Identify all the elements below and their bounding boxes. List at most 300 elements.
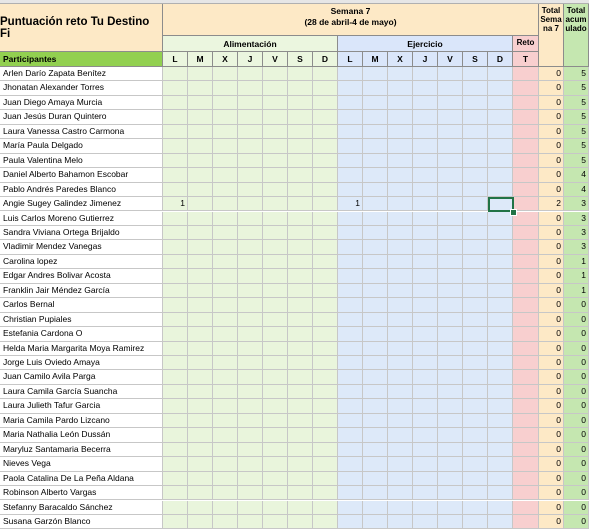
ejercicio-cell[interactable] [438, 255, 463, 269]
ejercicio-cell[interactable] [363, 457, 388, 471]
alimentacion-cell[interactable] [288, 139, 313, 153]
ejercicio-cell[interactable] [388, 212, 413, 226]
alimentacion-cell[interactable] [288, 125, 313, 139]
total-acumulado-cell[interactable]: 0 [564, 399, 589, 413]
alimentacion-cell[interactable] [213, 327, 238, 341]
ejercicio-cell[interactable] [413, 298, 438, 312]
ejercicio-cell[interactable] [388, 125, 413, 139]
total-acumulado-cell[interactable]: 4 [564, 168, 589, 182]
reto-cell[interactable] [513, 313, 539, 327]
reto-cell[interactable] [513, 96, 539, 110]
reto-cell[interactable] [513, 457, 539, 471]
ejercicio-cell[interactable] [363, 370, 388, 384]
group-header-ejercicio[interactable]: Ejercicio [338, 36, 513, 52]
alimentacion-cell[interactable] [288, 327, 313, 341]
ejercicio-cell[interactable] [413, 81, 438, 95]
participant-name-cell[interactable]: Luis Carlos Moreno Gutierrez [0, 212, 163, 226]
ejercicio-cell[interactable] [388, 501, 413, 515]
participant-name-cell[interactable]: Stefanny Baracaldo Sánchez [0, 501, 163, 515]
alimentacion-cell[interactable] [263, 313, 288, 327]
total-semana-cell[interactable]: 0 [539, 457, 564, 471]
alimentacion-cell[interactable] [188, 255, 213, 269]
reto-cell[interactable] [513, 356, 539, 370]
total-semana-cell[interactable]: 0 [539, 255, 564, 269]
alimentacion-cell[interactable] [213, 197, 238, 211]
reto-cell[interactable] [513, 240, 539, 254]
ejercicio-cell[interactable] [438, 399, 463, 413]
ejercicio-cell[interactable] [488, 399, 513, 413]
reto-cell[interactable] [513, 385, 539, 399]
ejercicio-cell[interactable] [463, 385, 488, 399]
ejercicio-cell[interactable] [438, 154, 463, 168]
alimentacion-cell[interactable] [263, 269, 288, 283]
alimentacion-cell[interactable] [213, 67, 238, 81]
total-semana-cell[interactable]: 0 [539, 284, 564, 298]
alimentacion-cell[interactable] [263, 212, 288, 226]
alimentacion-cell[interactable] [163, 298, 188, 312]
alimentacion-cell[interactable] [188, 414, 213, 428]
ejercicio-cell[interactable] [338, 212, 363, 226]
ejercicio-cell[interactable] [388, 342, 413, 356]
total-acumulado-cell[interactable]: 1 [564, 255, 589, 269]
ejercicio-cell[interactable] [488, 313, 513, 327]
ejercicio-cell[interactable] [338, 269, 363, 283]
reto-cell[interactable] [513, 298, 539, 312]
total-semana-cell[interactable]: 0 [539, 212, 564, 226]
reto-cell[interactable] [513, 226, 539, 240]
day-header-alimentacion[interactable]: X [213, 52, 238, 67]
ejercicio-cell[interactable] [338, 255, 363, 269]
alimentacion-cell[interactable] [188, 154, 213, 168]
ejercicio-cell[interactable] [363, 197, 388, 211]
ejercicio-cell[interactable] [388, 472, 413, 486]
ejercicio-cell[interactable] [338, 370, 363, 384]
total-semana-cell[interactable]: 0 [539, 486, 564, 500]
total-semana-cell[interactable]: 0 [539, 226, 564, 240]
ejercicio-cell[interactable] [488, 443, 513, 457]
alimentacion-cell[interactable] [313, 96, 338, 110]
ejercicio-cell[interactable] [338, 428, 363, 442]
ejercicio-cell[interactable] [413, 125, 438, 139]
alimentacion-cell[interactable] [163, 356, 188, 370]
ejercicio-cell[interactable] [388, 399, 413, 413]
ejercicio-cell[interactable] [438, 197, 463, 211]
ejercicio-cell[interactable] [338, 327, 363, 341]
ejercicio-cell[interactable] [338, 139, 363, 153]
alimentacion-cell[interactable] [263, 125, 288, 139]
ejercicio-cell[interactable] [463, 486, 488, 500]
total-semana-cell[interactable]: 0 [539, 356, 564, 370]
participant-name-cell[interactable]: Maria Nathalia León Dussán [0, 428, 163, 442]
ejercicio-cell[interactable] [363, 501, 388, 515]
ejercicio-cell[interactable] [363, 81, 388, 95]
ejercicio-cell[interactable] [488, 240, 513, 254]
alimentacion-cell[interactable] [263, 399, 288, 413]
alimentacion-cell[interactable] [263, 110, 288, 124]
ejercicio-cell[interactable]: 1 [338, 197, 363, 211]
ejercicio-cell[interactable] [338, 356, 363, 370]
ejercicio-cell[interactable] [363, 96, 388, 110]
total-acumulado-cell[interactable]: 0 [564, 501, 589, 515]
reto-cell[interactable] [513, 486, 539, 500]
ejercicio-cell[interactable] [363, 342, 388, 356]
ejercicio-cell[interactable] [388, 313, 413, 327]
ejercicio-cell[interactable] [463, 255, 488, 269]
ejercicio-cell[interactable] [388, 139, 413, 153]
alimentacion-cell[interactable] [238, 81, 263, 95]
ejercicio-cell[interactable] [463, 298, 488, 312]
ejercicio-cell[interactable] [463, 197, 488, 211]
ejercicio-cell[interactable] [463, 342, 488, 356]
ejercicio-cell[interactable] [488, 96, 513, 110]
ejercicio-cell[interactable] [438, 457, 463, 471]
ejercicio-cell[interactable] [463, 443, 488, 457]
alimentacion-cell[interactable] [238, 269, 263, 283]
day-header-reto[interactable]: T [513, 52, 539, 67]
alimentacion-cell[interactable] [213, 183, 238, 197]
total-acumulado-cell[interactable]: 5 [564, 67, 589, 81]
ejercicio-cell[interactable] [463, 139, 488, 153]
alimentacion-cell[interactable] [188, 313, 213, 327]
alimentacion-cell[interactable] [238, 399, 263, 413]
ejercicio-cell[interactable] [488, 139, 513, 153]
ejercicio-cell[interactable] [438, 110, 463, 124]
alimentacion-cell[interactable] [263, 240, 288, 254]
participant-name-cell[interactable]: Juan Camilo Avila Parga [0, 370, 163, 384]
total-acumulado-cell[interactable]: 4 [564, 183, 589, 197]
alimentacion-cell[interactable] [163, 284, 188, 298]
alimentacion-cell[interactable] [313, 356, 338, 370]
total-semana-cell[interactable]: 2 [539, 197, 564, 211]
ejercicio-cell[interactable] [338, 515, 363, 529]
ejercicio-cell[interactable] [388, 67, 413, 81]
day-header-ejercicio[interactable]: D [488, 52, 513, 67]
day-header-alimentacion[interactable]: D [313, 52, 338, 67]
alimentacion-cell[interactable] [188, 197, 213, 211]
alimentacion-cell[interactable] [163, 139, 188, 153]
ejercicio-cell[interactable] [363, 269, 388, 283]
ejercicio-cell[interactable] [338, 96, 363, 110]
ejercicio-cell[interactable] [488, 327, 513, 341]
alimentacion-cell[interactable] [188, 183, 213, 197]
alimentacion-cell[interactable] [238, 67, 263, 81]
total-acumulado-cell[interactable]: 5 [564, 110, 589, 124]
total-acumulado-cell[interactable]: 3 [564, 212, 589, 226]
alimentacion-cell[interactable] [313, 197, 338, 211]
alimentacion-cell[interactable] [213, 370, 238, 384]
total-acumulado-cell[interactable]: 0 [564, 313, 589, 327]
total-semana-cell[interactable]: 0 [539, 399, 564, 413]
ejercicio-cell[interactable] [488, 414, 513, 428]
alimentacion-cell[interactable] [213, 110, 238, 124]
alimentacion-cell[interactable] [238, 96, 263, 110]
ejercicio-cell[interactable] [388, 168, 413, 182]
ejercicio-cell[interactable] [388, 356, 413, 370]
ejercicio-cell[interactable] [438, 96, 463, 110]
alimentacion-cell[interactable] [263, 183, 288, 197]
alimentacion-cell[interactable] [163, 81, 188, 95]
participant-name-cell[interactable]: Paula Valentina Melo [0, 154, 163, 168]
ejercicio-cell[interactable] [363, 298, 388, 312]
ejercicio-cell[interactable] [463, 154, 488, 168]
ejercicio-cell[interactable] [363, 414, 388, 428]
alimentacion-cell[interactable] [163, 269, 188, 283]
day-header-alimentacion[interactable]: M [188, 52, 213, 67]
ejercicio-cell[interactable] [413, 457, 438, 471]
ejercicio-cell[interactable] [488, 342, 513, 356]
alimentacion-cell[interactable] [238, 139, 263, 153]
ejercicio-cell[interactable] [488, 110, 513, 124]
ejercicio-cell[interactable] [463, 414, 488, 428]
alimentacion-cell[interactable] [313, 428, 338, 442]
ejercicio-cell[interactable] [413, 472, 438, 486]
alimentacion-cell[interactable] [238, 183, 263, 197]
alimentacion-cell[interactable] [188, 67, 213, 81]
ejercicio-cell[interactable] [463, 515, 488, 529]
alimentacion-cell[interactable] [238, 168, 263, 182]
alimentacion-cell[interactable] [213, 515, 238, 529]
total-acumulado-cell[interactable]: 5 [564, 154, 589, 168]
ejercicio-cell[interactable] [363, 139, 388, 153]
alimentacion-cell[interactable] [238, 486, 263, 500]
alimentacion-cell[interactable] [263, 486, 288, 500]
ejercicio-cell[interactable] [438, 327, 463, 341]
alimentacion-cell[interactable] [163, 313, 188, 327]
alimentacion-cell[interactable] [213, 212, 238, 226]
alimentacion-cell[interactable] [213, 284, 238, 298]
ejercicio-cell[interactable] [363, 110, 388, 124]
ejercicio-cell[interactable] [413, 154, 438, 168]
alimentacion-cell[interactable] [238, 240, 263, 254]
total-semana-cell[interactable]: 0 [539, 501, 564, 515]
total-semana-cell[interactable]: 0 [539, 313, 564, 327]
ejercicio-cell[interactable] [463, 501, 488, 515]
ejercicio-cell[interactable] [438, 443, 463, 457]
reto-cell[interactable] [513, 269, 539, 283]
ejercicio-cell[interactable] [463, 399, 488, 413]
alimentacion-cell[interactable] [288, 96, 313, 110]
alimentacion-cell[interactable] [263, 385, 288, 399]
participant-name-cell[interactable]: Laura Julieth Tafur Garcia [0, 399, 163, 413]
ejercicio-cell[interactable] [413, 313, 438, 327]
alimentacion-cell[interactable] [313, 255, 338, 269]
alimentacion-cell[interactable] [213, 501, 238, 515]
ejercicio-cell[interactable] [413, 428, 438, 442]
ejercicio-cell[interactable] [363, 154, 388, 168]
alimentacion-cell[interactable] [263, 342, 288, 356]
ejercicio-cell[interactable] [413, 240, 438, 254]
ejercicio-cell[interactable] [363, 313, 388, 327]
ejercicio-cell[interactable] [363, 67, 388, 81]
day-header-ejercicio[interactable]: X [388, 52, 413, 67]
ejercicio-cell[interactable] [363, 168, 388, 182]
ejercicio-cell[interactable] [413, 385, 438, 399]
alimentacion-cell[interactable] [288, 240, 313, 254]
alimentacion-cell[interactable] [188, 443, 213, 457]
alimentacion-cell[interactable] [188, 342, 213, 356]
alimentacion-cell[interactable] [188, 370, 213, 384]
reto-cell[interactable] [513, 168, 539, 182]
alimentacion-cell[interactable] [288, 515, 313, 529]
participant-name-cell[interactable]: Pablo Andrés Paredes Blanco [0, 183, 163, 197]
alimentacion-cell[interactable] [238, 327, 263, 341]
total-acumulado-cell[interactable]: 1 [564, 269, 589, 283]
ejercicio-cell[interactable] [488, 385, 513, 399]
total-acumulado-cell[interactable]: 3 [564, 226, 589, 240]
alimentacion-cell[interactable] [213, 81, 238, 95]
alimentacion-cell[interactable] [213, 313, 238, 327]
alimentacion-cell[interactable] [263, 472, 288, 486]
alimentacion-cell[interactable] [263, 154, 288, 168]
participant-name-cell[interactable]: Maryluz Santamaria Becerra [0, 443, 163, 457]
group-header-alimentacion[interactable]: Alimentación [163, 36, 338, 52]
ejercicio-cell[interactable] [338, 472, 363, 486]
alimentacion-cell[interactable] [238, 226, 263, 240]
ejercicio-cell[interactable] [388, 226, 413, 240]
week-header-cell[interactable] [163, 4, 539, 36]
ejercicio-cell[interactable] [413, 183, 438, 197]
alimentacion-cell[interactable] [238, 125, 263, 139]
ejercicio-cell[interactable] [413, 370, 438, 384]
ejercicio-cell[interactable] [438, 226, 463, 240]
ejercicio-cell[interactable] [438, 125, 463, 139]
total-semana-cell[interactable]: 0 [539, 125, 564, 139]
alimentacion-cell[interactable] [213, 486, 238, 500]
total-semana-cell[interactable]: 0 [539, 154, 564, 168]
ejercicio-cell[interactable] [338, 385, 363, 399]
day-header-alimentacion[interactable]: S [288, 52, 313, 67]
day-header-alimentacion[interactable]: V [263, 52, 288, 67]
alimentacion-cell[interactable] [188, 110, 213, 124]
alimentacion-cell[interactable] [213, 96, 238, 110]
total-acumulado-cell[interactable]: 0 [564, 457, 589, 471]
reto-cell[interactable] [513, 515, 539, 529]
alimentacion-cell[interactable] [313, 385, 338, 399]
alimentacion-cell[interactable] [188, 298, 213, 312]
alimentacion-cell[interactable] [188, 96, 213, 110]
alimentacion-cell[interactable] [213, 125, 238, 139]
alimentacion-cell[interactable] [313, 486, 338, 500]
ejercicio-cell[interactable] [413, 443, 438, 457]
alimentacion-cell[interactable] [288, 313, 313, 327]
ejercicio-cell[interactable] [363, 356, 388, 370]
alimentacion-cell[interactable] [313, 370, 338, 384]
ejercicio-cell[interactable] [338, 183, 363, 197]
alimentacion-cell[interactable] [238, 428, 263, 442]
alimentacion-cell[interactable] [263, 443, 288, 457]
alimentacion-cell[interactable] [213, 255, 238, 269]
alimentacion-cell[interactable] [163, 154, 188, 168]
total-acumulado-cell[interactable]: 0 [564, 486, 589, 500]
alimentacion-cell[interactable] [313, 67, 338, 81]
alimentacion-cell[interactable] [263, 327, 288, 341]
ejercicio-cell[interactable] [338, 81, 363, 95]
alimentacion-cell[interactable] [263, 67, 288, 81]
participant-name-cell[interactable]: Daniel Alberto Bahamon Escobar [0, 168, 163, 182]
total-semana-cell[interactable]: 0 [539, 67, 564, 81]
alimentacion-cell[interactable] [313, 110, 338, 124]
alimentacion-cell[interactable] [163, 370, 188, 384]
participant-name-cell[interactable]: Sandra Viviana Ortega Brijaldo [0, 226, 163, 240]
ejercicio-cell[interactable] [388, 443, 413, 457]
alimentacion-cell[interactable] [163, 399, 188, 413]
total-acumulado-cell[interactable]: 3 [564, 197, 589, 211]
total-acumulado-cell[interactable]: 3 [564, 240, 589, 254]
ejercicio-cell[interactable] [438, 269, 463, 283]
alimentacion-cell[interactable] [213, 342, 238, 356]
participant-name-cell[interactable]: Christian Pupiales [0, 313, 163, 327]
alimentacion-cell[interactable] [263, 139, 288, 153]
reto-cell[interactable] [513, 327, 539, 341]
alimentacion-cell[interactable] [188, 226, 213, 240]
ejercicio-cell[interactable] [463, 168, 488, 182]
ejercicio-cell[interactable] [488, 168, 513, 182]
alimentacion-cell[interactable] [213, 139, 238, 153]
alimentacion-cell[interactable] [188, 212, 213, 226]
alimentacion-cell[interactable] [263, 168, 288, 182]
alimentacion-cell[interactable] [163, 110, 188, 124]
alimentacion-cell[interactable] [163, 414, 188, 428]
alimentacion-cell[interactable] [263, 284, 288, 298]
participant-name-cell[interactable]: María Paula Delgado [0, 139, 163, 153]
alimentacion-cell[interactable] [163, 486, 188, 500]
alimentacion-cell[interactable] [238, 284, 263, 298]
ejercicio-cell[interactable] [438, 168, 463, 182]
ejercicio-cell[interactable] [463, 269, 488, 283]
ejercicio-cell[interactable] [413, 515, 438, 529]
ejercicio-cell[interactable] [388, 298, 413, 312]
ejercicio-cell[interactable] [388, 327, 413, 341]
alimentacion-cell[interactable] [313, 81, 338, 95]
total-acumulado-cell[interactable]: 0 [564, 298, 589, 312]
ejercicio-cell[interactable] [488, 183, 513, 197]
alimentacion-cell[interactable] [288, 399, 313, 413]
alimentacion-cell[interactable] [288, 226, 313, 240]
ejercicio-cell[interactable] [488, 125, 513, 139]
alimentacion-cell[interactable] [188, 269, 213, 283]
ejercicio-cell[interactable] [388, 457, 413, 471]
alimentacion-cell[interactable] [188, 501, 213, 515]
ejercicio-cell[interactable] [438, 428, 463, 442]
ejercicio-cell[interactable] [338, 342, 363, 356]
total-semana-cell[interactable]: 0 [539, 327, 564, 341]
alimentacion-cell[interactable] [238, 501, 263, 515]
total-semana-cell[interactable]: 0 [539, 414, 564, 428]
alimentacion-cell[interactable] [263, 414, 288, 428]
alimentacion-cell[interactable] [313, 472, 338, 486]
alimentacion-cell[interactable] [263, 255, 288, 269]
participant-name-cell[interactable]: Arlen Darío Zapata Benítez [0, 67, 163, 81]
reto-cell[interactable] [513, 472, 539, 486]
total-semana-cell[interactable]: 0 [539, 385, 564, 399]
ejercicio-cell[interactable] [463, 183, 488, 197]
ejercicio-cell[interactable] [463, 313, 488, 327]
total-semana-header[interactable]: Total Semana 7 [539, 4, 564, 67]
ejercicio-cell[interactable] [413, 399, 438, 413]
ejercicio-cell[interactable] [413, 212, 438, 226]
alimentacion-cell[interactable] [238, 110, 263, 124]
alimentacion-cell[interactable] [238, 342, 263, 356]
alimentacion-cell[interactable] [313, 183, 338, 197]
ejercicio-cell[interactable] [338, 443, 363, 457]
ejercicio-cell[interactable] [388, 96, 413, 110]
ejercicio-cell[interactable] [413, 327, 438, 341]
ejercicio-cell[interactable] [438, 472, 463, 486]
alimentacion-cell[interactable] [238, 212, 263, 226]
total-semana-cell[interactable]: 0 [539, 342, 564, 356]
ejercicio-cell[interactable] [338, 240, 363, 254]
participant-name-cell[interactable]: Robinson Alberto Vargas [0, 486, 163, 500]
